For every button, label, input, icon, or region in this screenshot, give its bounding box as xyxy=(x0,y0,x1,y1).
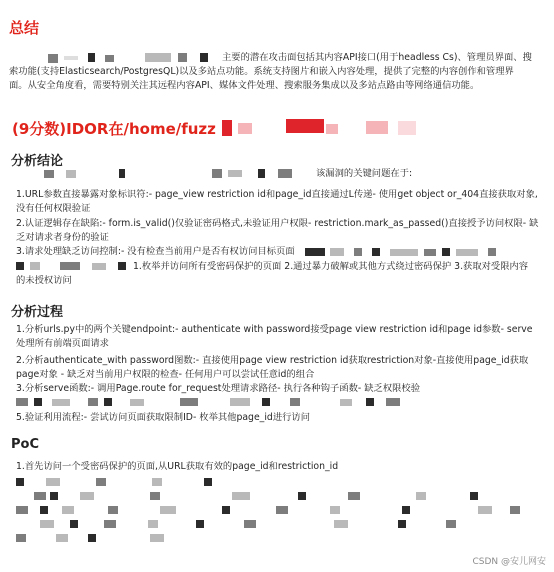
redaction-block xyxy=(244,520,256,528)
redaction-block xyxy=(104,398,112,406)
redaction-block xyxy=(200,53,208,62)
redaction-block xyxy=(118,262,126,270)
summary-line-3: 面。从安全角度看，需要特别关注其远程内容API、媒体文件处理、搜索服务集成以及多站点路由等网络通信功能。 xyxy=(9,80,480,91)
redaction-block xyxy=(446,520,456,528)
redaction-block xyxy=(222,506,230,514)
process-item-1: 1.分析urls.py中的两个关键endpoint:- authenticate with password接受page view restriction id和page id参数- serve xyxy=(16,324,533,335)
redaction-block xyxy=(262,398,270,406)
conclusion-item-1-cont: 没有任何权限验证 xyxy=(16,203,91,214)
redaction-block xyxy=(80,492,94,500)
poc-line-1: 1.首先访问一个受密码保护的页面,从URL获取有效的page_id和restriction_id xyxy=(16,461,339,472)
process-item-3: 3.分析serve函数:- 调用Page.route for_request处理请求路径- 执行各种钩子函数- 缺乏权限校验 xyxy=(16,383,421,394)
redaction-block xyxy=(348,492,360,500)
redaction-block xyxy=(34,492,46,500)
redaction-block xyxy=(230,398,250,406)
redaction-block xyxy=(398,121,416,135)
redaction-block xyxy=(130,399,144,406)
conclusion-heading: 分析结论 xyxy=(11,154,64,169)
redaction-block xyxy=(88,398,98,406)
redaction-block xyxy=(286,119,324,133)
redaction-block xyxy=(204,478,212,486)
redaction-block xyxy=(150,492,160,500)
redaction-block xyxy=(16,506,28,514)
redaction-block xyxy=(334,520,348,528)
redaction-block xyxy=(40,520,54,528)
redaction-block xyxy=(258,169,265,178)
redaction-block xyxy=(326,124,338,134)
redaction-block xyxy=(30,262,40,270)
redaction-block xyxy=(16,398,28,406)
watermark: CSDN @安儿网安 xyxy=(472,557,546,567)
redaction-block xyxy=(330,506,340,514)
redaction-block xyxy=(46,478,60,486)
redaction-block xyxy=(40,506,48,514)
vuln-heading: (9分数)IDOR在/home/fuzz xyxy=(12,120,216,138)
redaction-block xyxy=(340,399,352,406)
redaction-block xyxy=(44,170,54,178)
redaction-block xyxy=(390,249,418,256)
redaction-block xyxy=(104,520,116,528)
redaction-block xyxy=(305,248,325,256)
redaction-block xyxy=(354,248,362,256)
redaction-block xyxy=(70,520,78,528)
redaction-block xyxy=(180,398,198,406)
redaction-block xyxy=(424,249,436,256)
conclusion-item-1: 1.URL参数直接暴露对象标识符:- page_view restriction id和page_id直接通过L传递- 使用get object or_404直接获取对象, xyxy=(16,189,538,200)
redaction-block xyxy=(386,398,400,406)
redaction-block xyxy=(178,53,187,62)
redaction-block xyxy=(232,492,250,500)
redaction-block xyxy=(148,520,158,528)
conclusion-item-2-cont: 乏对请求者身份的验证 xyxy=(16,232,109,243)
redaction-block xyxy=(366,121,388,134)
redaction-block xyxy=(372,248,380,256)
conclusion-intro: 该漏洞的关键问题在于: xyxy=(316,168,413,179)
redaction-block xyxy=(88,53,95,62)
redaction-block xyxy=(212,169,222,178)
redaction-block xyxy=(66,170,76,178)
redaction-block xyxy=(145,53,171,62)
redaction-block xyxy=(402,506,410,514)
redaction-block xyxy=(442,248,450,256)
redaction-block xyxy=(456,249,478,256)
redaction-block xyxy=(56,534,68,542)
redaction-block xyxy=(366,398,374,406)
redaction-block xyxy=(276,506,288,514)
redaction-block xyxy=(105,55,114,62)
redaction-block xyxy=(50,492,58,500)
redaction-block xyxy=(238,123,252,134)
redaction-block xyxy=(222,120,232,136)
redaction-block xyxy=(278,169,292,178)
process-item-2-cont: page对象 - 缺乏对当前用户权限的检查- 任何用户可以尝试任意id的组合 xyxy=(16,369,315,380)
redaction-block xyxy=(92,263,106,270)
redaction-block xyxy=(48,54,58,63)
conclusion-item-3: 3.请求处理缺乏访问控制:- 没有检查当前用户是否有权访问目标页面 xyxy=(16,246,295,257)
redaction-block xyxy=(298,492,306,500)
redaction-block xyxy=(60,262,80,270)
redaction-block xyxy=(96,478,106,486)
process-heading: 分析过程 xyxy=(11,305,64,320)
redaction-block xyxy=(150,534,164,542)
redaction-block xyxy=(119,169,125,178)
redaction-block xyxy=(160,506,176,514)
redaction-block xyxy=(398,520,406,528)
redaction-block xyxy=(510,506,520,514)
redaction-block xyxy=(196,520,204,528)
redaction-block xyxy=(488,248,496,256)
process-item-1-cont: 处理所有前端页面请求 xyxy=(16,338,109,349)
redaction-block xyxy=(16,478,24,486)
redaction-block xyxy=(470,492,478,500)
redaction-block xyxy=(34,398,42,406)
redaction-block xyxy=(16,534,26,542)
summary-line-1: 主要的潜在攻击面包括其内容API接口(用于headless Cs)、管理员界面、搜 xyxy=(222,52,532,63)
redaction-block xyxy=(64,56,78,60)
redaction-block xyxy=(416,492,426,500)
redaction-block xyxy=(16,262,24,270)
redaction-block xyxy=(228,170,242,177)
conclusion-item-impact-cont: 的未授权访问 xyxy=(16,275,72,286)
redaction-block xyxy=(330,248,344,256)
conclusion-item-2: 2.认证逻辑存在缺陷:- form.is_valid()仅验证密码格式,未验证用户权限- restriction.mark_as_passed()直接授予访问权限- 缺 xyxy=(16,218,539,229)
redaction-block xyxy=(52,399,70,406)
redaction-block xyxy=(108,506,118,514)
summary-heading: 总结 xyxy=(9,19,40,37)
redaction-block xyxy=(290,398,300,406)
redaction-block xyxy=(478,506,492,514)
process-item-2: 2.分析authenticate_with password图数:- 直接使用page view restriction id获取restriction对象-直接使用page_id获取 xyxy=(16,355,529,366)
summary-line-2: 索功能(支持Elasticsearch/PostgresQL)以及多站点功能。系统支持图片和嵌入内容处理，提供了完整的内容创作和管理界 xyxy=(9,66,514,77)
redaction-block xyxy=(62,506,74,514)
redaction-block xyxy=(88,534,96,542)
redaction-block xyxy=(152,478,162,486)
process-item-5: 5.验证利用流程:- 尝试访问页面获取限制ID- 枚举其他page_id进行访问 xyxy=(16,412,311,423)
poc-heading: PoC xyxy=(11,437,39,452)
conclusion-item-impact: 1.枚举并访问所有受密码保护的页面 2.通过暴力破解或其他方式绕过密码保护 3.获取对受限内容 xyxy=(133,261,529,272)
